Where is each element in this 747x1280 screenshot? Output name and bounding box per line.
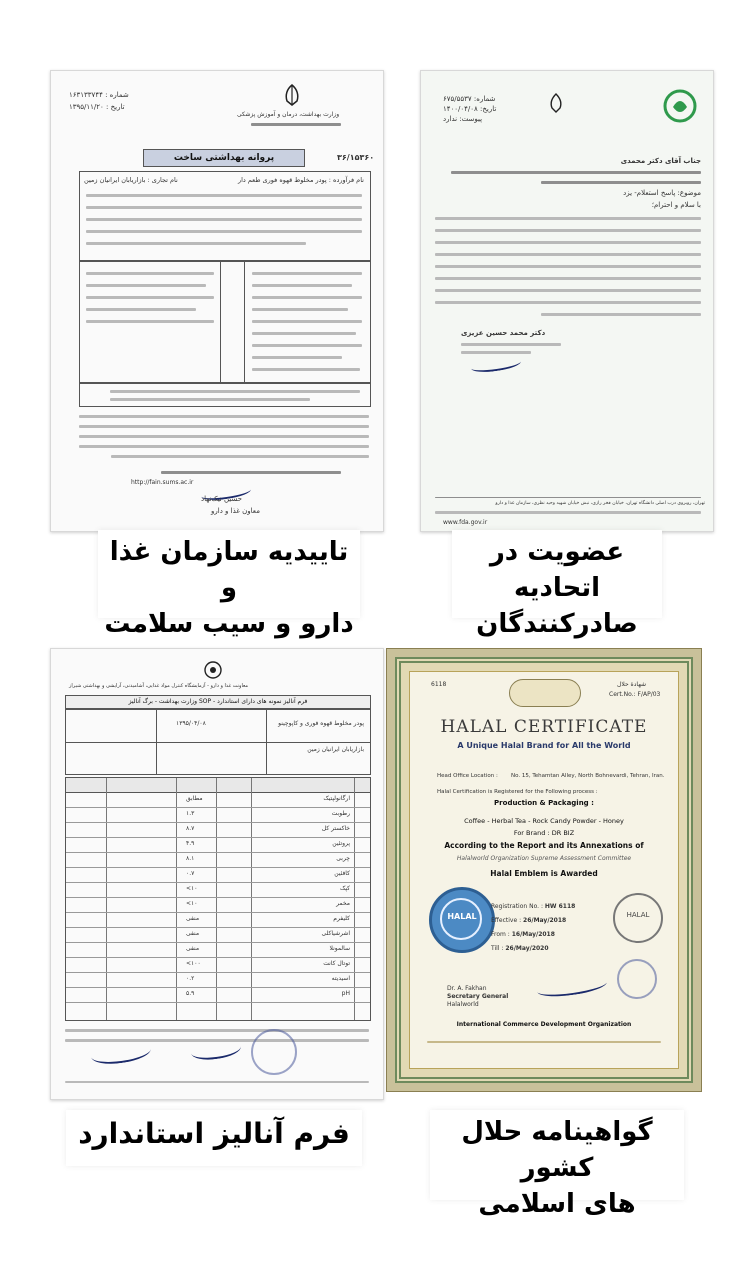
cert-title: HALAL CERTIFICATE <box>440 717 648 737</box>
row-result: ۱۰۰> <box>186 960 201 967</box>
ingredients-table <box>79 261 371 383</box>
label-exporters-union-line2: صادرکنندگان <box>476 609 638 639</box>
cert-brand: For Brand : DR BIZ <box>513 829 575 837</box>
halal-seal-right-icon: HALAL <box>613 893 663 943</box>
label-fda-approval-line2: دارو و سیب سلامت <box>104 609 354 639</box>
cert-till: Till : 26/May/2020 <box>491 945 549 952</box>
university-name: معاونت غذا و دارو - آزمایشگاه کنترل مواد غذایی، آشامیدنی، آرایشی و بهداشتی شیراز <box>69 683 249 689</box>
fda-address: تهران، روبروی درب اصلی دانشگاه تهران، خیابان فخر رازی، نبش خیابان شهید وحید نظری، سازمان غذا و دارو <box>495 501 705 506</box>
stamp-box <box>79 383 371 407</box>
row-parameter: کلیفرم <box>333 915 350 922</box>
label-standard-analysis: فرم آنالیز استاندارد <box>66 1110 362 1166</box>
label-exporters-union <box>452 530 662 639</box>
doc-health-license <box>50 70 384 532</box>
license-number: ۳۶/۱۵۳۶۰ <box>337 153 375 162</box>
row-parameter: اشرشیاکلی <box>321 930 350 937</box>
table-row <box>66 987 370 1003</box>
cert-arabic-top: شهادة حلال <box>617 681 646 688</box>
cert-awarded: Halal Emblem is Awarded <box>490 869 598 878</box>
producer-field: بازاریابان ایرانیان زمین <box>307 746 364 753</box>
doc-halal-certificate <box>386 648 702 1092</box>
license-title: پروانه بهداشتی ساخت <box>143 149 305 167</box>
row-parameter: مخمر <box>336 900 350 907</box>
row-parameter: چربی <box>336 855 350 862</box>
form-title: فرم آنالیز نمونه های دارای استاندارد - SOP وزارت بهداشت - برگ آنالیز <box>65 695 371 709</box>
row-result: ۰.۷ <box>186 870 195 877</box>
letter-date: تاریخ : ۱۳۹۵/۱۱/۲۰ <box>69 103 125 111</box>
table-row <box>66 957 370 973</box>
university-emblem-icon <box>203 659 223 681</box>
cert-registered: Halal Certification is Registered for the Following process : <box>437 789 598 795</box>
table-row <box>66 942 370 958</box>
cert-registration: Registration No. : HW 6118 <box>491 903 576 910</box>
cert-committee: Halalworld Organization Supreme Assessment Committee <box>456 855 632 862</box>
label-halal-certificate <box>430 1110 684 1219</box>
row-parameter: رطوبت <box>331 810 350 817</box>
row-parameter: اسیدیته <box>331 975 350 982</box>
fda-number: شماره: ۶۷۵/۵۵۳۷ <box>443 95 496 103</box>
row-parameter: کپک <box>339 885 350 892</box>
row-result: ۸.۱ <box>186 855 195 862</box>
halal-seal-left-icon: HALAL <box>429 887 495 953</box>
table-row <box>66 792 370 808</box>
cert-according: According to the Report and its Annexations of <box>444 841 644 850</box>
cert-from: From : 16/May/2018 <box>491 931 555 938</box>
row-result: مطابق <box>186 795 203 802</box>
cert-office: No. 15, Tehamtan Alley, North Bohnevardi, Tehran, Iran. <box>511 773 665 779</box>
row-result: ۱.۳ <box>186 810 195 817</box>
label-halal-line1: گواهینامه حلال کشور <box>461 1117 653 1183</box>
table-row <box>66 822 370 838</box>
row-result: ۱۰> <box>186 885 198 892</box>
table-row <box>66 927 370 943</box>
cert-org: International Commerce Development Organization <box>456 1021 632 1028</box>
cert-effective: Effective : 26/May/2018 <box>491 917 567 924</box>
row-parameter: پروتئین <box>332 840 350 847</box>
row-result: ۴.۹ <box>186 840 195 847</box>
greeting: با سلام و احترام؛ <box>651 201 701 209</box>
label-fda-approval-line1: تاییدیه سازمان غذا و <box>109 537 349 603</box>
cert-reg-top: 6118 <box>431 681 447 688</box>
iran-emblem-icon <box>281 83 303 107</box>
cert-signer-title1: Secretary General <box>447 993 509 1000</box>
cert-subtitle: A Unique Halal Brand for All the World <box>457 741 631 750</box>
row-parameter: pH <box>341 990 350 997</box>
results-table <box>65 777 371 1021</box>
row-parameter: خاکستر کل <box>321 825 350 832</box>
row-result: ۸.۷ <box>186 825 195 832</box>
signer-name: حسین نیک‌نهاد <box>201 495 242 503</box>
row-result: ۵.۹ <box>186 990 195 997</box>
table-row <box>66 852 370 868</box>
fda-signer: دکتر محمد حسین عزیزی <box>461 329 546 337</box>
row-result: منفی <box>186 930 200 937</box>
table-row <box>66 972 370 988</box>
table-row <box>66 837 370 853</box>
label-exporters-union-line1: عضویت در اتحادیه <box>489 537 625 603</box>
table-row <box>66 807 370 823</box>
cert-signer-title2: Halalworld <box>447 1001 479 1008</box>
label-fda-approval <box>98 530 360 639</box>
label-halal-line2: های اسلامی <box>478 1189 636 1219</box>
fda-date: تاریخ: ۱۴۰۰/۰۴/۰۸ <box>443 105 497 113</box>
subject: موضوع: پاسخ استعلام- یزد <box>623 189 701 197</box>
cert-process: Production & Packaging : <box>494 799 594 807</box>
cert-seal-stamp <box>617 959 657 999</box>
row-result: منفی <box>186 945 200 952</box>
cert-no-top: Cert.No.: F/AP/03 <box>609 691 661 698</box>
letter-number: شماره : ۱۶۳۱۳۳۷۴۴ <box>69 91 129 99</box>
table-row <box>66 882 370 898</box>
signer-title: معاون غذا و دارو <box>211 507 260 515</box>
cert-products: Coffee - Herbal Tea - Rock Candy Powder - Honey <box>464 817 624 825</box>
addressee: جناب آقای دکتر محمدی <box>620 157 701 165</box>
table-row <box>66 897 370 913</box>
doc-fda-letter <box>420 70 714 532</box>
table-row <box>66 867 370 883</box>
table-row <box>66 912 370 928</box>
date-field: ۱۳۹۵/۰۴/۰۸ <box>176 720 206 727</box>
row-result: ۱۰> <box>186 900 198 907</box>
row-result: ۰.۲ <box>186 975 195 982</box>
fda-attachment: پیوست: ندارد <box>443 115 483 123</box>
product-field: پودر مخلوط قهوه فوری و کاپوچینو <box>278 720 364 727</box>
row-parameter: سالمونلا <box>329 945 350 952</box>
iran-emblem-icon-2 <box>547 93 565 113</box>
fda-website: www.fda.gov.ir <box>443 519 488 526</box>
cert-signer-name: Dr. A. Fakhan <box>447 985 487 992</box>
cert-office-label: Head Office Location : <box>437 773 498 779</box>
row-parameter: کافئین <box>334 870 350 877</box>
row-parameter: ارگانولپتیک <box>323 795 350 802</box>
bismillah-banner <box>509 679 581 707</box>
fda-website: http://fain.sums.ac.ir <box>131 479 194 486</box>
row-result: منفی <box>186 915 200 922</box>
brand-name: نام تجاری : بازاریابان ایرانیان زمین <box>84 176 178 184</box>
product-info-box <box>79 171 371 261</box>
doc-analysis-form <box>50 648 384 1100</box>
fda-logo-icon <box>661 87 699 125</box>
ministry-name: وزارت بهداشت، درمان و آموزش پزشکی <box>237 111 340 118</box>
product-name: نام فرآورده : پودر مخلوط قهوه فوری طعم دار <box>237 176 364 184</box>
row-parameter: توتال کانت <box>323 960 350 967</box>
sample-info-box <box>65 709 371 775</box>
